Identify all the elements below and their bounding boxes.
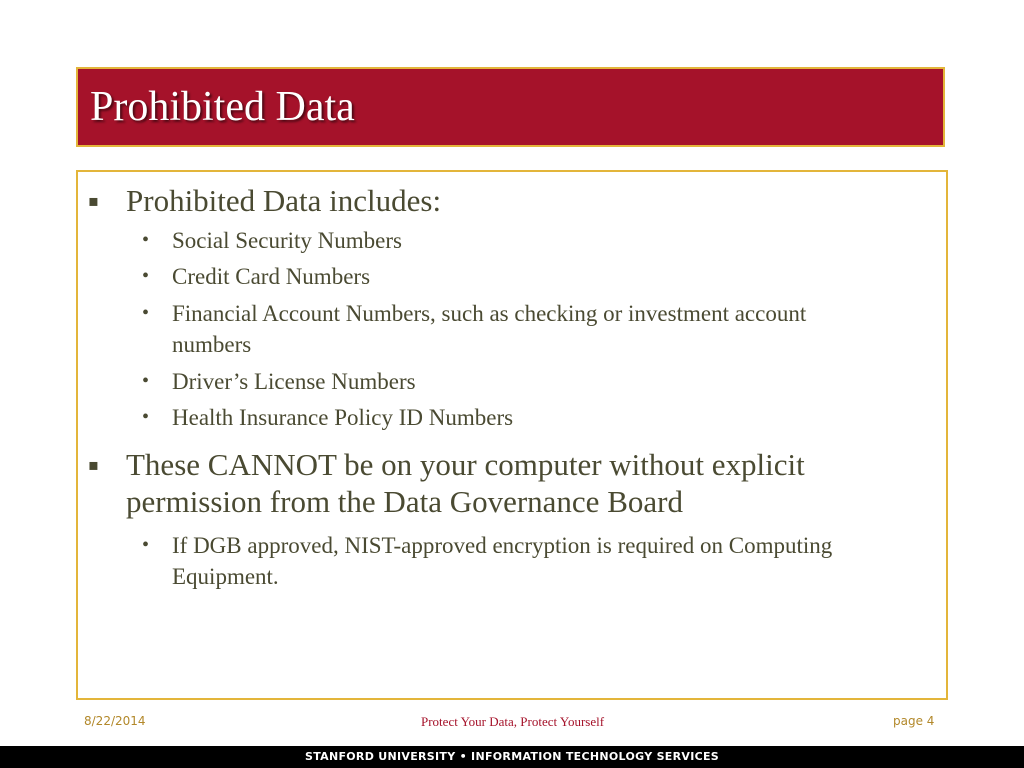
subitem-ssn: Social Security Numbers [172,228,402,253]
slide-title: Prohibited Data [90,84,355,130]
round-bullet-icon: • [142,370,150,392]
subitem-credit-card: Credit Card Numbers [172,264,371,289]
bottom-banner-text: STANFORD UNIVERSITY • INFORMATION TECHNOLOGY SERVICES [304,750,720,763]
round-bullet-icon: • [142,406,150,428]
round-bullet-icon: • [142,302,150,324]
page-number: page 4 [893,714,935,728]
subitem-health-insurance: Health Insurance Policy ID Numbers [172,405,514,430]
subitem-dgb-encryption: If DGB approved, NIST-approved encryption is required on Computing Equipment. [172,533,833,589]
footer-title: Protect Your Data, Protect Yourself [421,714,605,729]
round-bullet-icon: • [142,229,150,251]
round-bullet-icon: • [142,534,150,556]
subitem-financial-account: Financial Account Numbers, such as checking or investment account numbers [172,301,807,357]
square-bullet-icon: ▪ [88,455,99,474]
square-bullet-icon: ▪ [88,191,99,210]
content-box [76,170,948,700]
bullet-cannot-be-on-computer: These CANNOT be on your computer without explicit permission from the Data Governance Board [126,447,805,519]
title-bar [76,67,945,147]
subitem-drivers-license: Driver’s License Numbers [172,369,416,394]
footer-date: 8/22/2014 [84,714,146,728]
bullet-prohibited-data-includes: Prohibited Data includes: [126,183,442,218]
round-bullet-icon: • [142,265,150,287]
bottom-banner [0,746,1024,768]
